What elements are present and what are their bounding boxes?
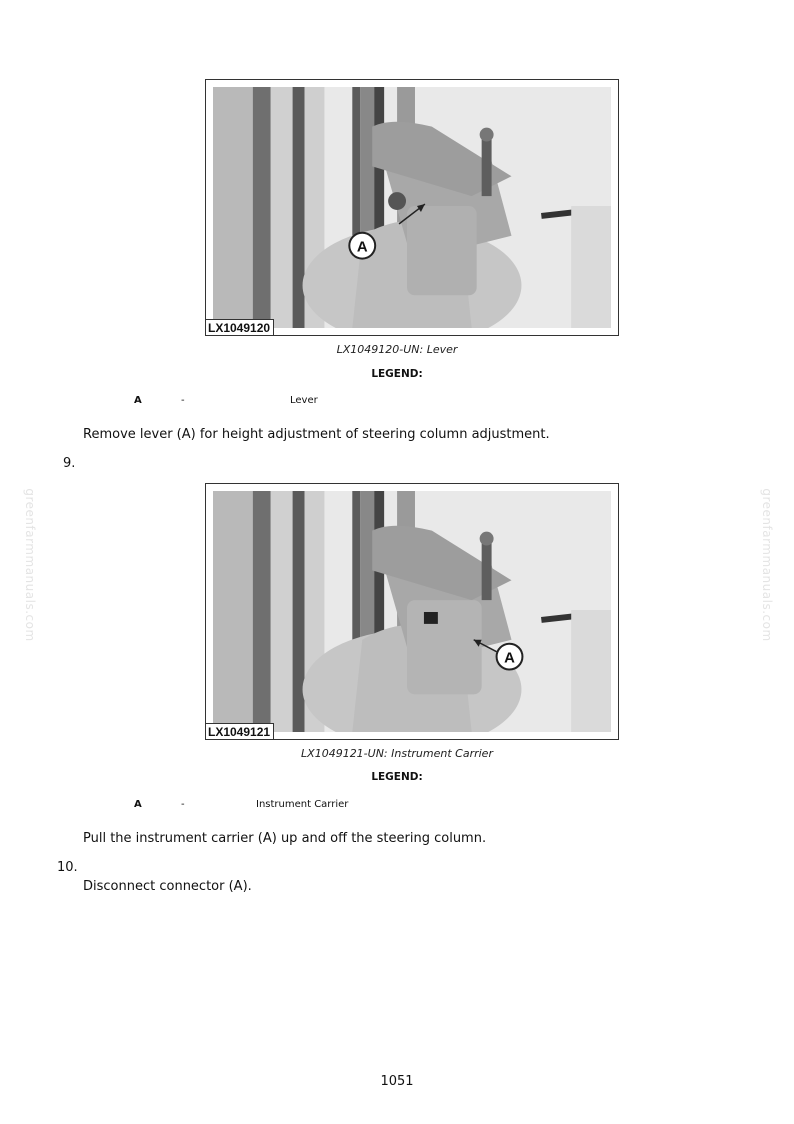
figure-id-label: LX1049121 xyxy=(206,723,274,739)
figure-caption: LX1049120-UN: Lever xyxy=(336,343,458,356)
legend-dash: - xyxy=(181,395,185,406)
legend-text: Instrument Carrier xyxy=(256,799,349,810)
step-number: 9. xyxy=(63,456,76,471)
legend-title: LEGEND: xyxy=(371,771,423,783)
figure-id-label: LX1049120 xyxy=(206,319,274,335)
steering-column-illustration xyxy=(213,491,611,732)
legend-title: LEGEND: xyxy=(371,368,423,380)
watermark-left: greenfarmmanuals.com xyxy=(23,488,37,642)
callout-a-label: A xyxy=(504,650,515,667)
watermark-right: greenfarmmanuals.com xyxy=(760,488,774,642)
photo-instrument-carrier xyxy=(213,491,611,732)
legend-key: A xyxy=(134,395,142,406)
figure-instrument-carrier xyxy=(205,483,619,740)
instruction-text: Remove lever (A) for height adjustment of steering column adjustment. xyxy=(83,427,550,442)
figure-lever xyxy=(205,79,619,336)
steering-column-illustration xyxy=(213,87,611,328)
legend-key: A xyxy=(134,799,142,810)
page-number: 1051 xyxy=(380,1074,414,1089)
legend-dash: - xyxy=(181,799,185,810)
figure-caption: LX1049121-UN: Instrument Carrier xyxy=(301,747,493,760)
callout-a-label: A xyxy=(356,239,368,256)
legend-text: Lever xyxy=(290,395,318,406)
instruction-text: Disconnect connector (A). xyxy=(83,879,252,894)
step-number: 10. xyxy=(57,860,78,875)
instruction-text: Pull the instrument carrier (A) up and off the steering column. xyxy=(83,831,487,846)
photo-steering-column-lever xyxy=(213,87,611,328)
